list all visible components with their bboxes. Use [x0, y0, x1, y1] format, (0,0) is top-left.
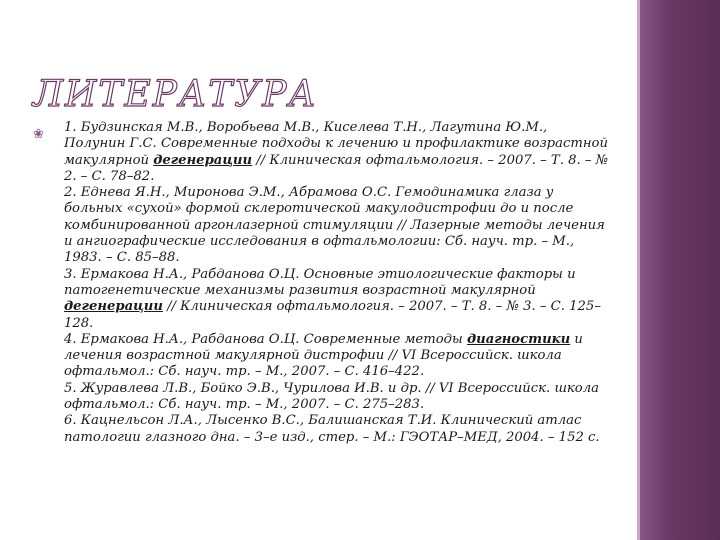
side-decoration-bar	[638, 0, 720, 540]
reference-item-4: 4. Ермакова Н.А., Рабданова О.Ц. Современные методы диагностики и лечения возрастной макулярной дистрофии // VI Всероссийск. школа офтальмол.: Сб. науч. тр. – М., 2007. – С. 416–422.	[64, 331, 583, 380]
slide-title: ЛИТЕРАТУРА	[33, 74, 318, 115]
reference-item-1: 1. Будзинская М.В., Воробьева М.В., Киселева Т.Н., Лагутина Ю.М., Полунин Г.С. Современные подходы к лечению и профилактике возрастной макулярной дегенерации // Клиническая офтальмология. – 2007. – Т. 8. – № 2. – С. 78–82.	[64, 120, 609, 184]
reference-item-2: 2. Еднева Я.Н., Миронова Э.М., Абрамова О.С. Гемодинамика глаза у больных «сухой» формой склеротической макулодистрофии до и после комбинированной аргонлазерной стимуляции // Лазерные методы лечения и ангиографические исследования в офтальмологии: Сб. науч. тр. – М., 1983. – С. 85–88.	[64, 185, 605, 266]
reference-item-3: 3. Ермакова Н.А., Рабданова О.Ц. Основные этиологические факторы и патогенетические механизмы развития возрастной макулярной дегенерации // Клиническая офтальмология. – 2007. – Т. 8. – № 3. – С. 125–128.	[64, 266, 601, 331]
reference-item-5: 5. Журавлева Л.В., Бойко Э.В., Чурилова И.В. и др. // VI Всероссийск. школа офтальмол.: Сб. науч. тр. – М., 2007. – С. 275–283.	[64, 380, 600, 413]
references-text	[64, 120, 609, 446]
flourish-bullet-icon: ❀	[33, 127, 44, 142]
reference-item-6: 6. Кацнельсон Л.А., Лысенко В.С., Балишанская Т.И. Клинический атлас патологии глазного дна. – 3–е изд., стер. – М.: ГЭОТАР–МЕД, 2004. – 152 с.	[64, 413, 600, 445]
side-decoration-line	[637, 0, 640, 540]
